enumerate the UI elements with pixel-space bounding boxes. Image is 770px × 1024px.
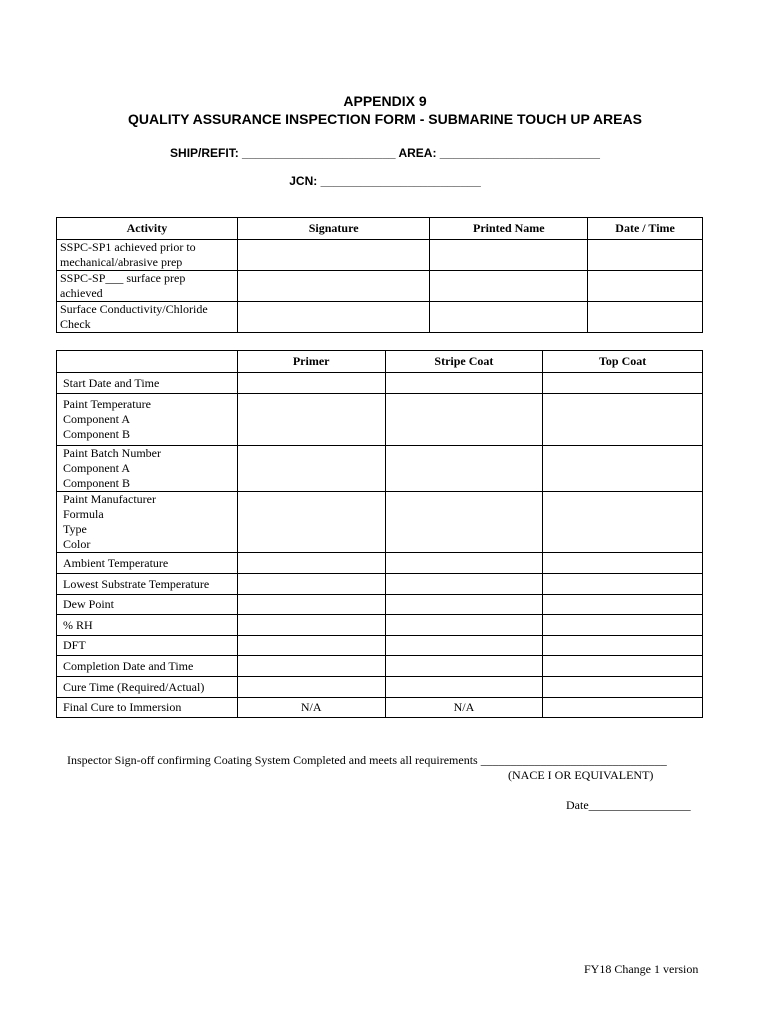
entry-cell[interactable] [237,271,430,302]
entry-cell[interactable] [543,636,703,656]
entry-cell[interactable] [385,394,543,446]
row-label: Start Date and Time [57,373,238,394]
table-row [57,302,703,333]
entry-cell[interactable] [543,492,703,553]
entry-cell[interactable] [385,636,543,656]
entry-cell[interactable] [237,574,385,595]
table-row [57,271,703,302]
signoff-date-line[interactable]: Date_________________ [566,798,691,812]
entry-cell[interactable] [385,656,543,677]
entry-cell[interactable] [588,302,703,333]
entry-cell[interactable] [237,615,385,636]
table-row [57,677,703,698]
coating-table [56,350,703,718]
entry-cell[interactable] [385,373,543,394]
entry-cell[interactable]: N/A [385,698,543,718]
column-header: Top Coat [543,351,703,373]
entry-cell[interactable] [430,302,588,333]
entry-cell[interactable] [385,574,543,595]
table-row [57,698,703,718]
entry-cell[interactable] [385,615,543,636]
entry-cell[interactable] [237,677,385,698]
row-label: Paint Batch Number Component A Component B [57,446,238,492]
entry-cell[interactable] [237,636,385,656]
entry-cell[interactable] [385,595,543,615]
entry-cell[interactable] [237,373,385,394]
entry-cell[interactable] [588,271,703,302]
header-row [57,351,703,373]
column-header: Date / Time [588,218,703,240]
entry-cell[interactable] [543,698,703,718]
header-row [57,218,703,240]
row-label: Paint Manufacturer Formula Type Color [57,492,238,553]
table-row [57,553,703,574]
entry-cell[interactable] [385,492,543,553]
form-subtitle: QUALITY ASSURANCE INSPECTION FORM - SUBMARINE TOUCH UP AREAS [128,111,642,127]
entry-cell[interactable] [385,677,543,698]
entry-cell[interactable] [430,271,588,302]
entry-cell[interactable] [237,492,385,553]
column-header [57,351,238,373]
entry-cell[interactable] [237,553,385,574]
entry-cell[interactable] [385,553,543,574]
entry-cell[interactable] [430,240,588,271]
entry-cell[interactable] [237,595,385,615]
jcn-field-line[interactable]: JCN: ________________________ [289,174,481,188]
table-row [57,656,703,677]
column-header: Primer [237,351,385,373]
row-label: % RH [57,615,238,636]
entry-cell[interactable] [543,574,703,595]
ship-area-field-line[interactable]: SHIP/REFIT: _______________________ AREA: ________________________ [170,146,600,160]
row-label: DFT [57,636,238,656]
entry-cell[interactable] [237,302,430,333]
inspector-signoff-line[interactable]: Inspector Sign-off confirming Coating System Completed and meets all requirements _______________________________ [67,753,667,767]
row-label: SSPC-SP___ surface prep achieved [57,271,238,302]
row-label: Completion Date and Time [57,656,238,677]
row-label: Paint Temperature Component A Component B [57,394,238,446]
row-label: SSPC-SP1 achieved prior to mechanical/abrasive prep [57,240,238,271]
entry-cell[interactable] [237,446,385,492]
entry-cell[interactable] [543,553,703,574]
table-row [57,492,703,553]
table-row [57,636,703,656]
entry-cell[interactable] [543,677,703,698]
column-header: Stripe Coat [385,351,543,373]
page-title: APPENDIX 9 [343,93,427,109]
row-label: Dew Point [57,595,238,615]
column-header: Printed Name [430,218,588,240]
table-row [57,615,703,636]
row-label: Ambient Temperature [57,553,238,574]
footer-version: FY18 Change 1 version [584,962,699,976]
entry-cell[interactable] [543,394,703,446]
entry-cell[interactable] [237,656,385,677]
table-row [57,595,703,615]
row-label: Lowest Substrate Temperature [57,574,238,595]
row-label: Final Cure to Immersion [57,698,238,718]
entry-cell[interactable] [237,394,385,446]
entry-cell[interactable]: N/A [237,698,385,718]
entry-cell[interactable] [237,240,430,271]
entry-cell[interactable] [385,446,543,492]
table-row [57,446,703,492]
row-label: Surface Conductivity/Chloride Check [57,302,238,333]
table-row [57,574,703,595]
table-row [57,240,703,271]
column-header: Activity [57,218,238,240]
entry-cell[interactable] [543,595,703,615]
nace-qualifier: (NACE I OR EQUIVALENT) [508,768,654,782]
entry-cell[interactable] [543,446,703,492]
row-label: Cure Time (Required/Actual) [57,677,238,698]
activity-table [56,217,703,333]
column-header: Signature [237,218,430,240]
entry-cell[interactable] [543,373,703,394]
table-row [57,373,703,394]
entry-cell[interactable] [543,656,703,677]
entry-cell[interactable] [543,615,703,636]
entry-cell[interactable] [588,240,703,271]
table-row [57,394,703,446]
